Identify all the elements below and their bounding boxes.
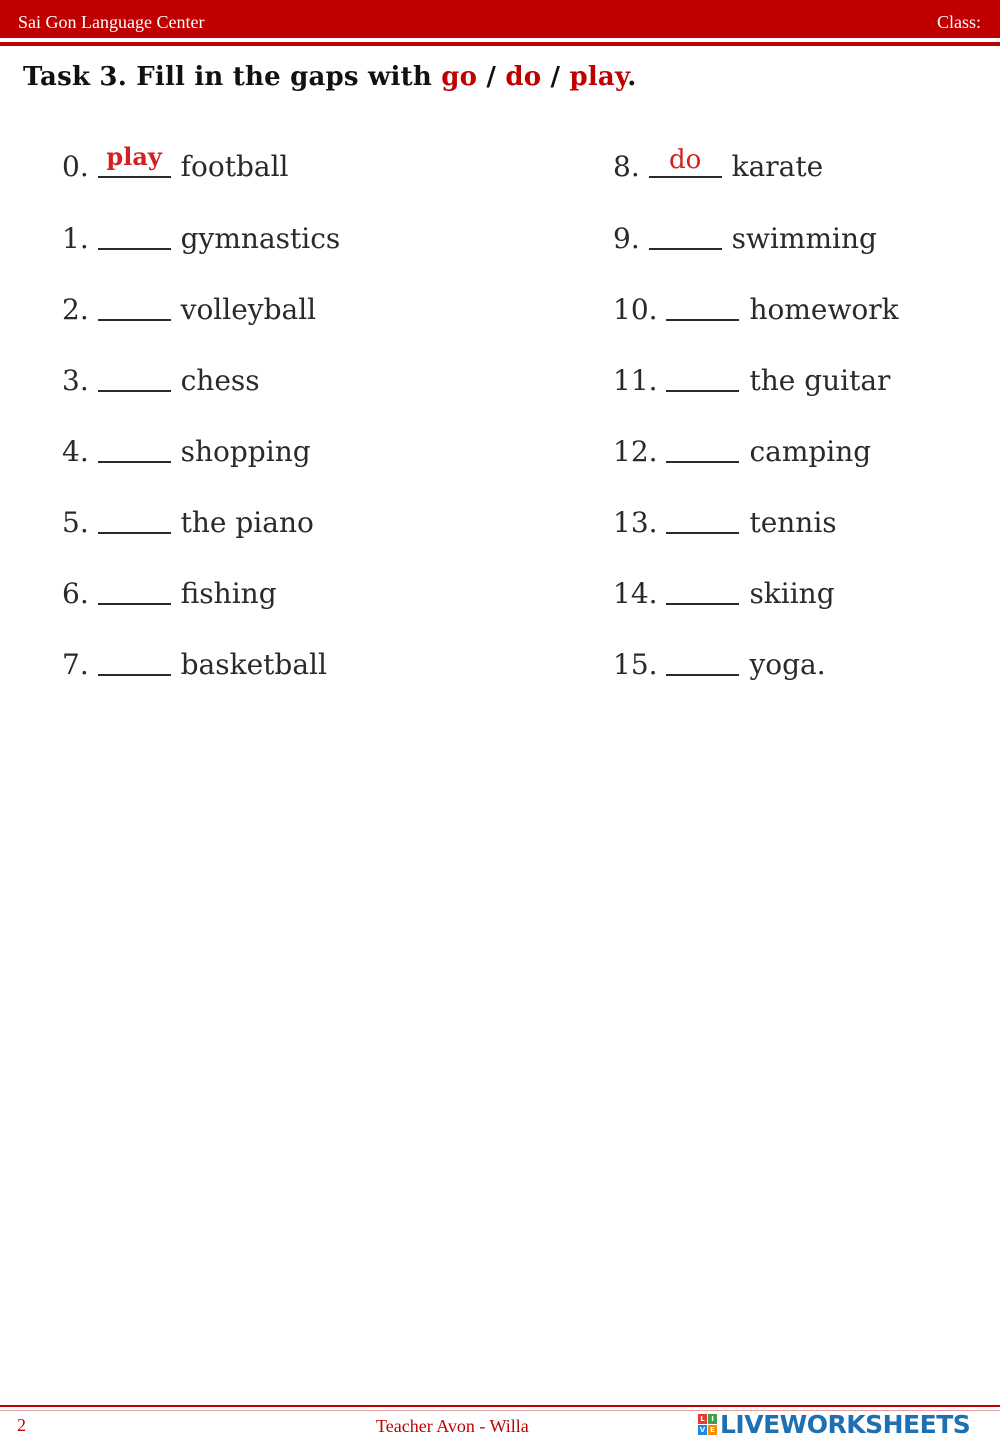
exercise-item-1 [62, 222, 340, 256]
item-word: the piano [180, 506, 314, 539]
item-number: 6. [62, 577, 89, 610]
exercise-item-8 [613, 145, 824, 184]
logo-blocks-icon [698, 1414, 717, 1435]
answer-blank[interactable] [98, 435, 171, 469]
item-number: 4. [62, 435, 89, 468]
answer-blank[interactable] [649, 145, 722, 184]
item-word: the guitar [749, 364, 891, 397]
answer-blank[interactable] [666, 435, 739, 469]
item-word: tennis [749, 506, 837, 539]
item-number: 8. [613, 150, 640, 183]
answer-blank[interactable] [98, 293, 171, 327]
exercise-item-2 [62, 293, 316, 327]
answer-blank[interactable] [98, 577, 171, 611]
header-bar [0, 0, 1000, 38]
class-label: Class: [936, 12, 981, 32]
exercise-item-3 [62, 364, 260, 398]
answer-text: play [106, 142, 162, 171]
exercise-item-11 [613, 364, 890, 398]
exercise-item-14 [613, 577, 835, 611]
item-word: swimming [731, 222, 877, 255]
answer-blank[interactable] [98, 222, 171, 256]
exercise-item-15 [613, 648, 826, 682]
item-number: 1. [62, 222, 89, 255]
item-number: 0. [62, 150, 89, 183]
answer-blank[interactable] [666, 364, 739, 398]
item-number: 7. [62, 648, 89, 681]
answer-blank[interactable] [666, 648, 739, 682]
footer-divider [0, 1405, 1000, 1407]
answer-blank[interactable] [649, 222, 722, 256]
task-title-prefix: Task 3. Fill in the gaps with [23, 62, 442, 92]
item-word: yoga. [749, 648, 826, 681]
exercise-item-7 [62, 648, 327, 682]
item-number: 5. [62, 506, 89, 539]
item-word: skiing [749, 577, 835, 610]
option-separator: / [477, 62, 506, 92]
item-number: 9. [613, 222, 640, 255]
exercise-item-13 [613, 506, 837, 540]
item-number: 13. [613, 506, 658, 539]
exercise-item-10 [613, 293, 899, 327]
exercise-item-9 [613, 222, 877, 256]
item-number: 12. [613, 435, 658, 468]
item-word: shopping [180, 435, 311, 468]
option-play: play [569, 62, 628, 92]
logo-block: V [699, 1425, 706, 1434]
item-word: homework [749, 293, 899, 326]
teacher-name: Teacher Avon - Willa [376, 1416, 529, 1436]
task-title-suffix: . [627, 62, 637, 92]
logo-text: LIVEWORKSHEETS [720, 1409, 971, 1439]
item-number: 14. [613, 577, 658, 610]
item-word: basketball [180, 648, 327, 681]
item-number: 3. [62, 364, 89, 397]
item-word: chess [180, 364, 260, 397]
item-word: camping [749, 435, 872, 468]
page-number: 2 [17, 1415, 26, 1435]
exercise-item-5 [62, 506, 314, 540]
logo-block: E [708, 1425, 717, 1435]
item-number: 10. [613, 293, 658, 326]
item-number: 11. [613, 364, 658, 397]
task-title [23, 62, 637, 92]
item-number: 2. [62, 293, 89, 326]
answer-blank[interactable] [666, 577, 739, 611]
header-divider [0, 42, 1000, 46]
item-word: fishing [180, 577, 277, 610]
item-number: 15. [613, 648, 658, 681]
option-do: do [505, 62, 542, 92]
option-go: go [441, 62, 478, 92]
answer-blank[interactable] [98, 506, 171, 540]
answer-text: do [668, 145, 702, 175]
option-separator: / [541, 62, 570, 92]
answer-blank[interactable] [98, 142, 171, 184]
answer-blank[interactable] [666, 293, 739, 327]
item-word: karate [731, 150, 824, 183]
answer-blank[interactable] [98, 648, 171, 682]
exercise-item-12 [613, 435, 871, 469]
exercise-item-4 [62, 435, 311, 469]
logo-block: I [708, 1414, 717, 1424]
answer-blank[interactable] [98, 364, 171, 398]
item-word: volleyball [180, 293, 317, 326]
exercise-item-6 [62, 577, 277, 611]
liveworksheets-logo[interactable] [698, 1410, 970, 1438]
exercise-item-0 [62, 142, 289, 184]
logo-block: L [698, 1414, 707, 1424]
center-name: Sai Gon Language Center [18, 12, 205, 32]
answer-blank[interactable] [666, 506, 739, 540]
item-word: gymnastics [180, 222, 341, 255]
item-word: football [180, 150, 289, 183]
